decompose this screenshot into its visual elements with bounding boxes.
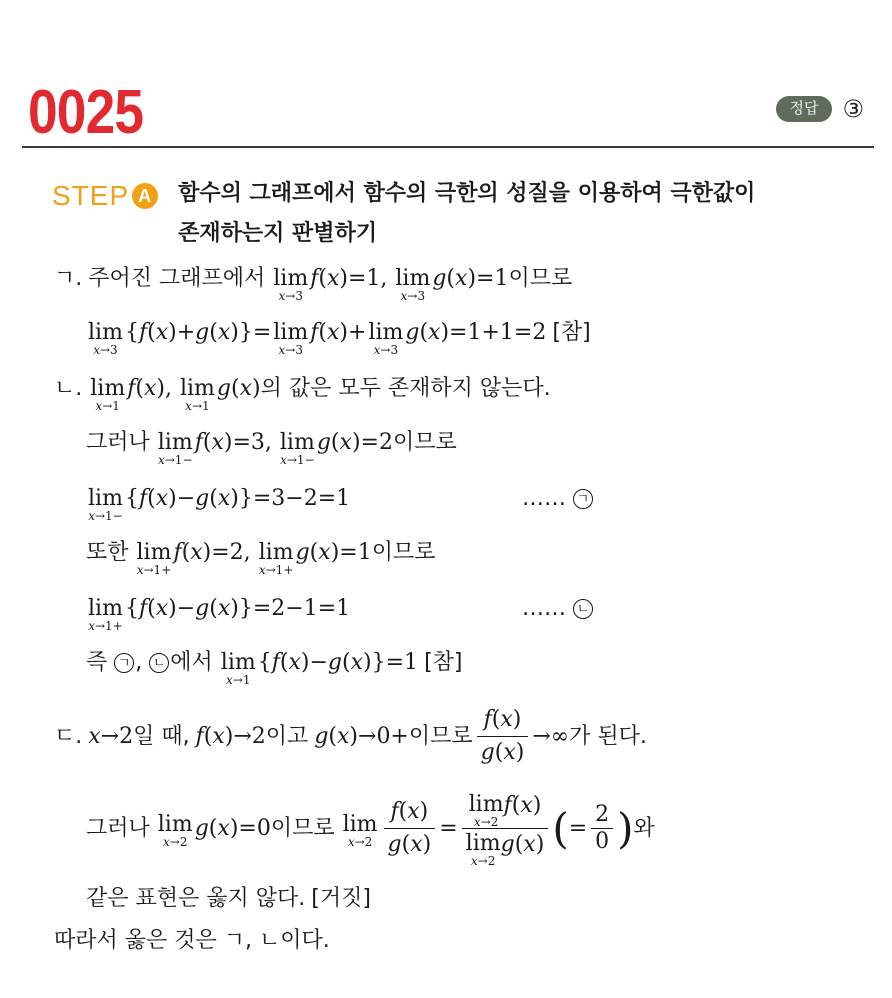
equation-tag-1: …… ㄱ xyxy=(522,484,594,514)
solution-line-c3: 같은 표현은 옳지 않다. [거짓] xyxy=(86,886,371,911)
solution-line-a2: lim x→3 { f ( x )+ g ( x )}= lim x→3 f ( x )+ lim x→3 g ( x )=1+1=2 [참] xyxy=(88,320,591,357)
step-label: STEP A xyxy=(52,180,158,212)
answer-value: ③ xyxy=(842,94,864,123)
circled-mark-1: ㄱ xyxy=(573,489,593,509)
solution-line-b2: 그러나 lim x→1− f ( x )=3, lim x→1− g ( x )=2 이므로 xyxy=(86,430,457,467)
solution-line-c2: 그러나 lim x→2 g ( x )=0 이므로 lim x→2 $\frac{f(x)}{g(x)}$ = lim x→2 f ( x ) lim x→2 g ( x ) ( = $\frac{2}{0}$ ) 와 xyxy=(86,792,655,868)
limit-expr: lim x→3 xyxy=(395,266,431,303)
solution-line-b6: 즉 ㄱ , ㄴ 에서 lim x→1 { f ( x )− g ( x )} =1 [참] xyxy=(86,650,463,687)
conclusion: 따라서 옳은 것은 ㄱ, ㄴ이다. xyxy=(54,928,330,953)
answer-label: 정답 xyxy=(776,96,833,122)
answer-box xyxy=(776,96,865,122)
step-heading xyxy=(52,178,818,254)
fraction: $\frac{f(x)}{g(x)}$ xyxy=(477,704,529,769)
step-title: 함수의 그래프에서 함수의 극한의 성질을 이용하여 극한값이 존재하는지 판별하기 xyxy=(178,181,756,246)
solution-line-b1: ㄴ. lim x→1 f ( x ), lim x→1 g ( x ) 의 값은 모두 존재하지 않는다. xyxy=(54,376,551,413)
solution-line-c1: ㄷ. x →2 일 때, f ( x )→2 이고 g ( x )→0+ 이므로 $\frac{f(x)}{g(x)}$ →∞ 가 된다. xyxy=(54,704,647,769)
step-badge: A xyxy=(132,183,158,209)
equation-tag-2: …… ㄴ xyxy=(522,594,594,624)
limit-expr: lim x→3 xyxy=(273,266,309,303)
solution-line-a1: ㄱ. 주어진 그래프에서 lim x→3 f ( x )=1, lim x→3 g ( x )=1 이므로 xyxy=(54,266,573,303)
header-divider xyxy=(22,146,874,148)
solution-line-b5: lim x→1+ { f ( x )− g ( x )} =2−1=1 xyxy=(88,596,351,633)
circled-mark-2: ㄴ xyxy=(573,599,593,619)
solution-line-b3: lim x→1− { f ( x )− g ( x )} =3−2=1 xyxy=(88,486,351,523)
problem-number: 0025 xyxy=(28,78,144,147)
solution-line-b4: 또한 lim x→1+ f ( x )=2, lim x→1+ g ( x )=1 이므로 xyxy=(86,540,436,577)
